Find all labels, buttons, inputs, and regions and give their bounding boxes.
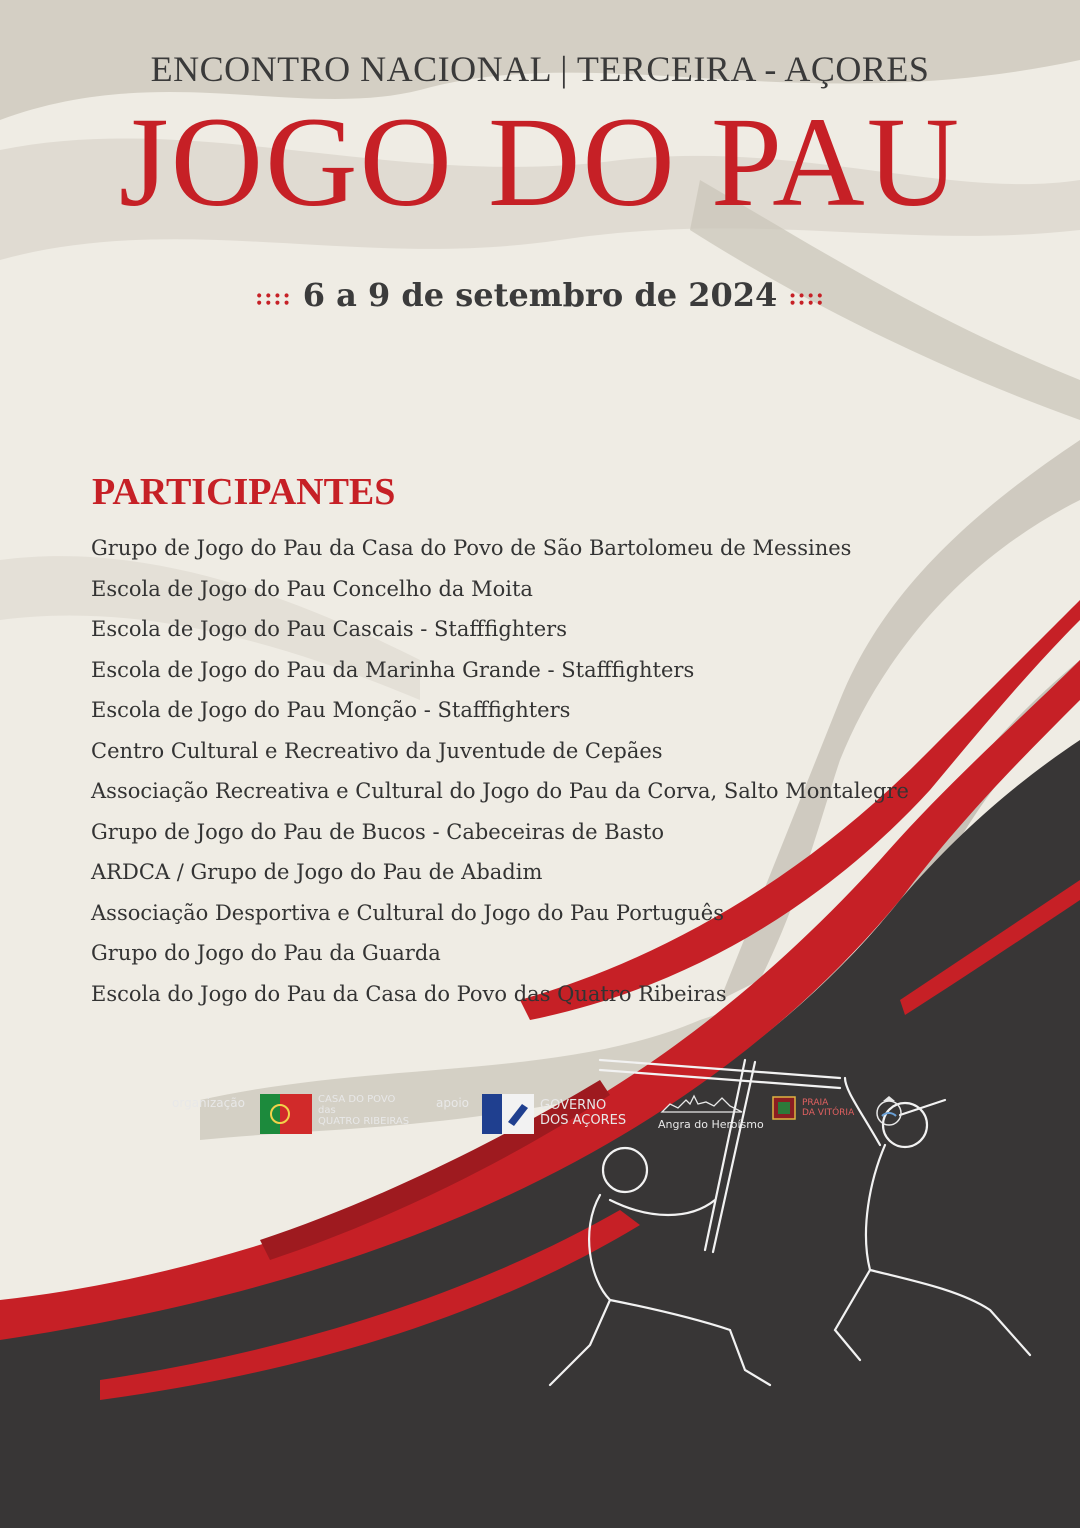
list-item: Escola de Jogo do Pau Monção - Stafffighters	[91, 698, 571, 722]
gov-line2: DOS AÇORES	[540, 1113, 627, 1128]
org-name-line3: QUATRO RIBEIRAS	[318, 1116, 410, 1127]
list-item: Associação Desportiva e Cultural do Jogo do Pau Português	[91, 900, 725, 925]
date-decoration-left: ::::	[255, 284, 292, 311]
list-item: ARDCA / Grupo de Jogo do Pau de Abadim	[91, 860, 543, 884]
date-decoration-right: ::::	[788, 284, 825, 311]
list-item: Escola de Jogo do Pau Cascais - Stafffighters	[91, 617, 567, 641]
gov-logo-text	[540, 1098, 626, 1128]
list-item: Grupo do Jogo do Pau da Guarda	[91, 941, 441, 965]
casa-do-povo-flag-icon	[260, 1094, 312, 1134]
org-logo-text	[318, 1094, 409, 1127]
parish-crest-icon	[874, 1094, 904, 1128]
gov-line1: GOVERNO	[540, 1098, 607, 1113]
praia-line2: DA VITÓRIA	[802, 1108, 855, 1118]
angra-skyline-icon	[660, 1092, 744, 1114]
event-title: JOGO DO PAU	[118, 91, 962, 233]
support-label: apoio	[436, 1096, 469, 1110]
angra-text: Angra do Heroísmo	[658, 1118, 764, 1131]
sponsor-footer	[0, 1088, 1080, 1148]
list-item: Associação Recreativa e Cultural do Jogo do Pau da Corva, Salto Montalegre	[91, 779, 909, 803]
participants-list	[91, 533, 909, 1019]
list-item: Grupo de Jogo do Pau de Bucos - Cabeceiras de Basto	[91, 819, 664, 844]
praia-logo-text	[802, 1098, 854, 1118]
org-name-line2: das	[318, 1105, 336, 1116]
org-label: organização	[172, 1096, 245, 1110]
event-header	[0, 48, 1080, 90]
event-date: 6 a 9 de setembro de 2024	[302, 276, 778, 314]
praia-crest-icon	[772, 1096, 796, 1120]
list-item: Escola de Jogo do Pau Concelho da Moita	[91, 576, 533, 601]
list-item: Escola de Jogo do Pau da Marinha Grande - Stafffighters	[91, 657, 695, 682]
event-subtitle: ENCONTRO NACIONAL | TERCEIRA - AÇORES	[150, 49, 930, 89]
azores-flag-icon	[482, 1094, 534, 1134]
praia-line1: PRAIA	[802, 1098, 829, 1108]
list-item: Grupo de Jogo do Pau da Casa do Povo de São Bartolomeu de Messines	[91, 536, 852, 560]
list-item: Centro Cultural e Recreativo da Juventude de Cepães	[91, 738, 663, 763]
participants-heading: PARTICIPANTES	[92, 471, 396, 513]
event-date-row	[0, 276, 1080, 314]
org-name-line1: CASA DO POVO	[318, 1094, 396, 1105]
list-item: Escola do Jogo do Pau da Casa do Povo das Quatro Ribeiras	[91, 981, 727, 1006]
